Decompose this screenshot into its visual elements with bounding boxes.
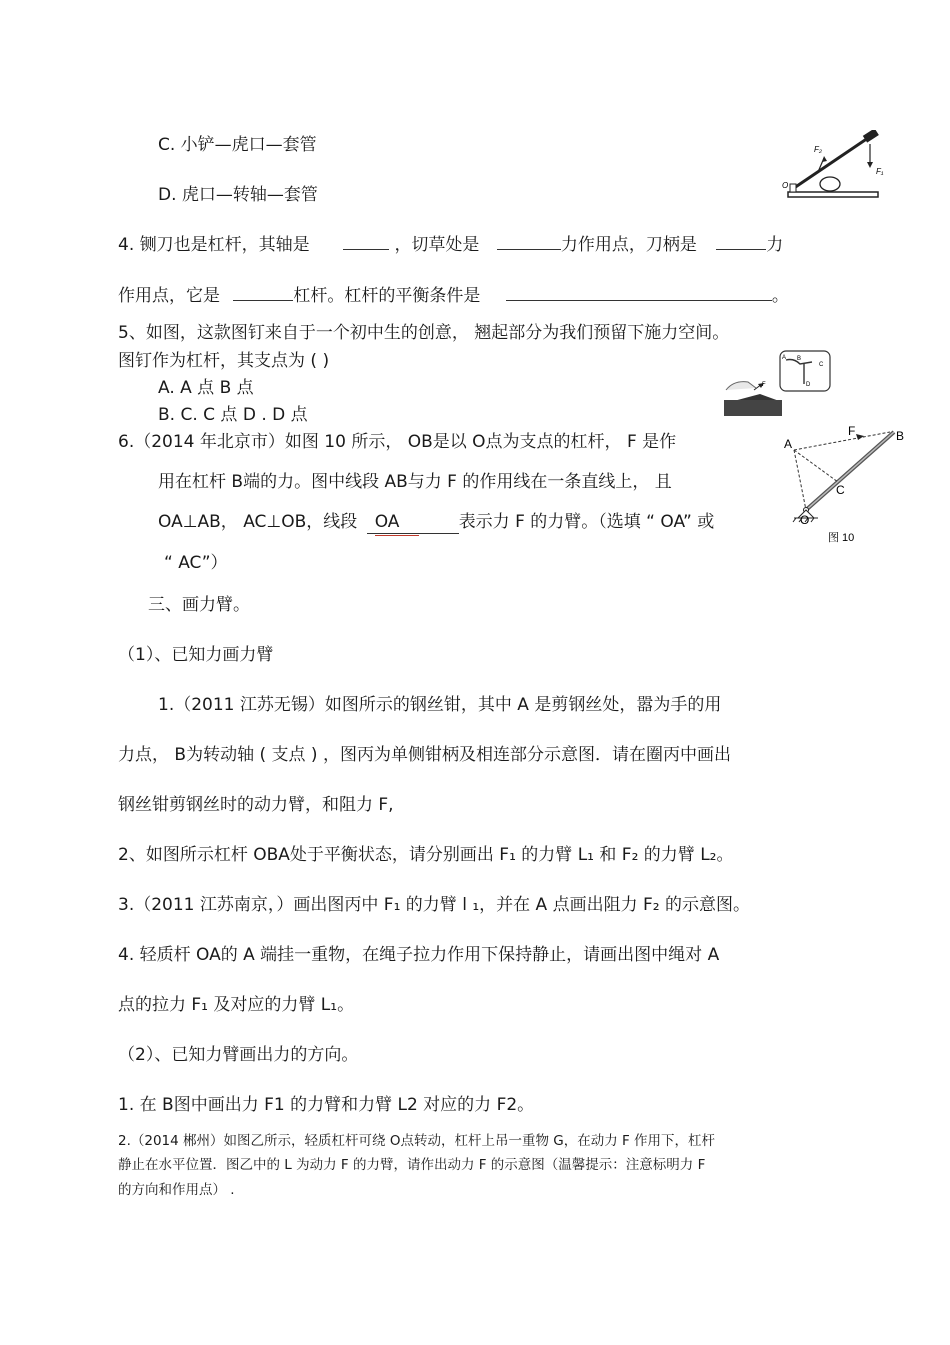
- fig10-label-b: B: [896, 429, 905, 443]
- label-f2: F₂: [814, 145, 822, 154]
- item-j2-line3: 的方向和作用点） .: [118, 1182, 235, 1198]
- pin-label-a: A: [782, 355, 787, 361]
- item-j1: 1. 在 B图中画出力 F1 的力臂和力臂 L2 对应的力 F2。: [118, 1095, 535, 1115]
- answer-oa: OA: [374, 512, 400, 532]
- blank-lever-type[interactable]: [233, 284, 293, 301]
- q4-part1: 4. 铡刀也是杠杆，其轴是: [118, 235, 310, 255]
- blank-balance-condition[interactable]: [506, 284, 772, 301]
- question-4-line2: [118, 284, 789, 307]
- pushpin-figure: [720, 350, 832, 418]
- q4-part6: 杠杆。杠杆的平衡条件是: [293, 286, 481, 306]
- item-j2-line2: 静止在水平位置．图乙中的 L 为动力 F 的力臂，请作出动力 F 的示意图（温馨提示：注意标明力 F: [118, 1157, 706, 1173]
- item-1-line2: 力点， B为转动轴 ( 支点 ) ，图丙为单侧钳柄及相连部分示意图．请在圈丙中画出: [118, 745, 731, 765]
- q4-part7: 。: [771, 286, 789, 306]
- section-3-sub2: （2）、已知力臂画出力的方向。: [118, 1045, 359, 1065]
- q4-part4: 力: [766, 235, 784, 255]
- option-d: D. 虎口—转轴—套管: [158, 185, 318, 205]
- label-f1: F₁: [876, 167, 884, 176]
- q4-part2: ，切草处是: [394, 235, 480, 255]
- fig10-label-f: F: [848, 424, 856, 438]
- lever-knife-figure: [780, 130, 890, 202]
- q4-part5: 作用点，它是: [118, 286, 220, 306]
- item-4-line1: 4. 轻质杆 OA的 A 端挂一重物，在绳子拉力作用下保持静止，请画出图中绳对 A: [118, 945, 720, 965]
- option-c: C. 小铲—虎口—套管: [158, 135, 317, 155]
- question-5-option-cd: B. C. C 点 D . D 点: [158, 405, 308, 425]
- fig10-label-a: A: [784, 437, 793, 451]
- item-j2-line1: 2.（2014 郴州）如图乙所示，轻质杠杆可绕 O点转动，杠杆上吊一重物 G，在动力 F 作用下，杠杆: [118, 1133, 716, 1149]
- item-1-line3: 钢丝钳剪钢丝时的动力臂，和阻力 F,: [118, 795, 394, 815]
- question-6-line2: 用在杠杆 B端的力。图中线段 AB与力 F 的作用线在一条直线上， 且: [158, 472, 672, 492]
- question-6-line4: “ AC”）: [164, 553, 228, 573]
- q6-line3-end: 表示力 F 的力臂。（选填 “ OA” 或: [458, 512, 715, 532]
- question-6-line1: 6.（2014 年北京市）如图 10 所示， OB是以 O点为支点的杠杆， F 是作: [118, 432, 677, 452]
- pin-label-f: F: [762, 382, 766, 388]
- blank-handle[interactable]: [716, 233, 766, 250]
- section-3-sub1: （1）、已知力画力臂: [118, 645, 274, 665]
- question-5-line1: 5、如图，这款图钉来自于一个初中生的创意， 翘起部分为我们预留下施力空间。: [118, 323, 730, 343]
- fig10-caption: 图 10: [828, 532, 855, 544]
- figure-10: [780, 420, 910, 550]
- answer-blank[interactable]: [367, 511, 459, 534]
- item-1-line1: 1.（2011 江苏无锡）如图所示的钢丝钳，其中 A 是剪钢丝处，嚣为手的用: [158, 695, 722, 715]
- label-o: O: [782, 181, 789, 190]
- question-4-line1: [118, 233, 783, 256]
- section-3-title: 三、画力臂。: [148, 595, 250, 615]
- pin-label-b: B: [797, 356, 802, 362]
- question-6-line3: [158, 511, 714, 534]
- fig10-label-c: C: [836, 483, 845, 497]
- item-3: 3.（2011 江苏南京，）画出图丙中 F₁ 的力臂 l ₁，并在 A 点画出阻力 F₂ 的示意图。: [118, 895, 750, 915]
- blank-cut-point[interactable]: [497, 233, 561, 250]
- pin-label-c: C: [819, 362, 824, 368]
- pin-label-d: D: [806, 382, 811, 388]
- q4-part3: 力作用点，刀柄是: [560, 235, 697, 255]
- item-2: 2、如图所示杠杆 OBA处于平衡状态，请分别画出 F₁ 的力臂 L₁ 和 F₂ 的力臂 L₂。: [118, 845, 734, 865]
- question-5-option-ab: A. A 点 B 点: [158, 378, 254, 398]
- item-4-line2: 点的拉力 F₁ 及对应的力臂 L₁。: [118, 995, 355, 1015]
- question-5-line2: 图钉作为杠杆，其支点为 ( ): [118, 351, 330, 371]
- blank-axis[interactable]: [343, 233, 389, 250]
- fig10-label-o: O: [800, 513, 810, 527]
- q6-line3-start: OA⊥AB， AC⊥OB，线段: [158, 512, 358, 532]
